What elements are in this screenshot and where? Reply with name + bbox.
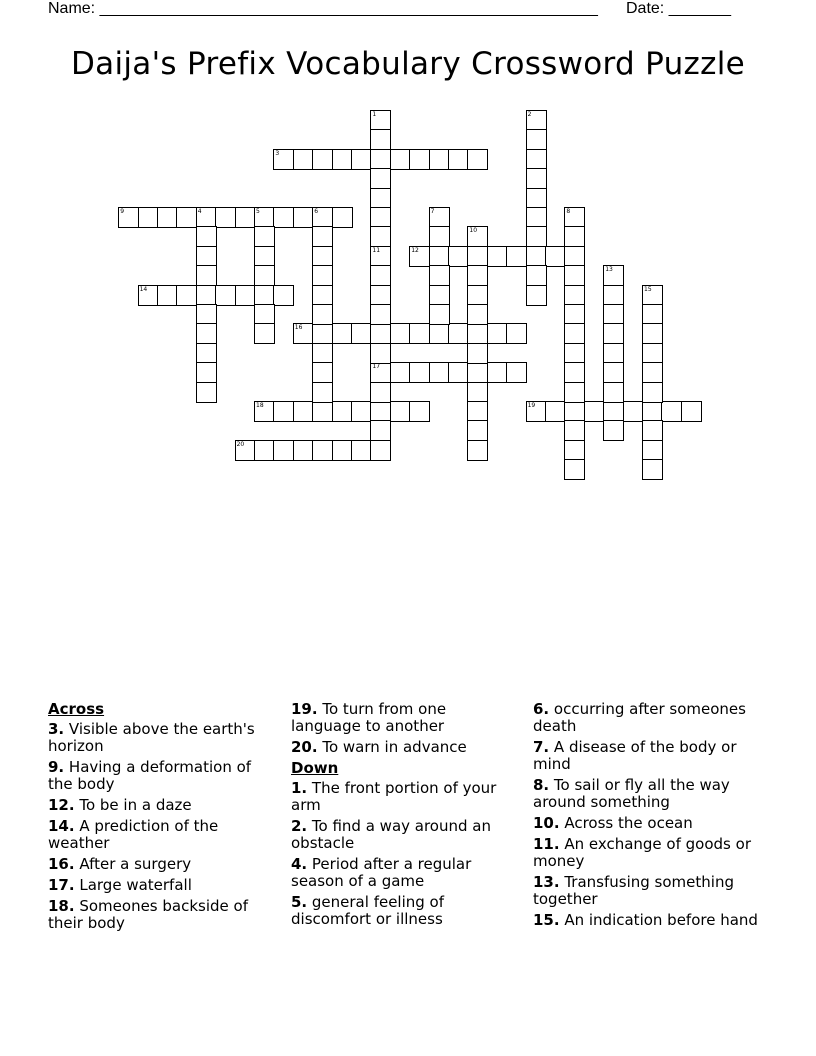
- grid-cell[interactable]: [429, 226, 450, 247]
- clue-text: The front portion of your arm: [291, 779, 497, 814]
- grid-cell[interactable]: [448, 149, 469, 170]
- grid-cell[interactable]: [467, 149, 488, 170]
- grid-cell[interactable]: [642, 401, 663, 422]
- grid-cell[interactable]: [390, 401, 411, 422]
- grid-cell[interactable]: [235, 285, 256, 306]
- grid-cell[interactable]: [429, 362, 450, 383]
- grid-cell[interactable]: [312, 226, 333, 247]
- clue-text: Across the ocean: [559, 814, 693, 832]
- clue-item: [48, 759, 273, 793]
- grid-cell[interactable]: [526, 265, 547, 286]
- grid-cell[interactable]: [370, 304, 391, 325]
- grid-cell[interactable]: [370, 285, 391, 306]
- grid-cell[interactable]: [409, 401, 430, 422]
- grid-cell[interactable]: [312, 323, 333, 344]
- grid-cell[interactable]: [312, 246, 333, 267]
- clue-number: 17.: [48, 876, 75, 894]
- grid-cell[interactable]: [467, 362, 488, 383]
- clue-text: occurring after someones death: [533, 700, 746, 735]
- grid-cell[interactable]: [254, 226, 275, 247]
- grid-cell[interactable]: [603, 420, 624, 441]
- grid-cell[interactable]: [332, 440, 353, 461]
- grid-cell[interactable]: [526, 226, 547, 247]
- grid-cell[interactable]: [390, 149, 411, 170]
- name-field[interactable]: Name: ________________________________________________________: [48, 0, 598, 17]
- clue-item: [533, 739, 758, 773]
- clue-number: 9.: [48, 758, 65, 776]
- grid-cell[interactable]: [526, 149, 547, 170]
- grid-cell[interactable]: [254, 285, 275, 306]
- grid-cell[interactable]: [429, 246, 450, 267]
- grid-cell[interactable]: [681, 401, 702, 422]
- grid-cell[interactable]: [564, 343, 585, 364]
- clue-number: 12: [411, 246, 419, 254]
- grid-cell[interactable]: [467, 285, 488, 306]
- grid-cell[interactable]: [176, 285, 197, 306]
- grid-cell[interactable]: [642, 440, 663, 461]
- clue-number: 7: [430, 208, 435, 215]
- clue-item: [48, 818, 273, 852]
- clue-number: 6: [314, 208, 319, 215]
- across-heading: Across: [48, 700, 105, 718]
- grid-cell[interactable]: [138, 207, 159, 228]
- clue-number: 4.: [291, 855, 308, 873]
- clue-text: A disease of the body or mind: [533, 738, 737, 773]
- clue-text: general feeling of discomfort or illness: [291, 893, 445, 928]
- grid-cell[interactable]: [526, 129, 547, 150]
- grid-cell[interactable]: [312, 285, 333, 306]
- grid-cell[interactable]: [487, 246, 508, 267]
- grid-cell[interactable]: [312, 401, 333, 422]
- grid-cell[interactable]: [429, 265, 450, 286]
- grid-cell[interactable]: [467, 420, 488, 441]
- grid-cell[interactable]: [467, 382, 488, 403]
- grid-cell[interactable]: [526, 246, 547, 267]
- grid-cell[interactable]: [487, 362, 508, 383]
- down-heading: Down: [291, 759, 339, 777]
- clue-item: [291, 739, 516, 756]
- clue-text: An exchange of goods or money: [533, 835, 751, 870]
- grid-cell[interactable]: [254, 304, 275, 325]
- grid-cell[interactable]: [254, 265, 275, 286]
- grid-cell[interactable]: [564, 382, 585, 403]
- grid-cell[interactable]: [467, 401, 488, 422]
- grid-cell[interactable]: [293, 207, 314, 228]
- grid-cell[interactable]: [254, 246, 275, 267]
- grid-cell[interactable]: [196, 285, 217, 306]
- grid-cell[interactable]: [526, 207, 547, 228]
- grid-cell[interactable]: [196, 323, 217, 344]
- grid-cell[interactable]: [487, 323, 508, 344]
- grid-cell[interactable]: [603, 401, 624, 422]
- grid-cell[interactable]: [564, 226, 585, 247]
- clue-number: 11: [372, 246, 381, 254]
- clue-text: Large waterfall: [74, 876, 192, 894]
- clue-text: Someones backside of their body: [48, 897, 248, 932]
- grid-cell[interactable]: [642, 382, 663, 403]
- grid-cell[interactable]: [564, 265, 585, 286]
- grid-cell[interactable]: [642, 323, 663, 344]
- clue-text: Visible above the earth's horizon: [48, 720, 255, 755]
- clue-number: 2.: [291, 817, 308, 835]
- grid-cell[interactable]: [312, 382, 333, 403]
- clue-number: 13: [605, 266, 613, 274]
- clue-text: Period after a regular season of a game: [291, 855, 472, 890]
- grid-cell[interactable]: [429, 285, 450, 306]
- grid-cell[interactable]: [623, 401, 644, 422]
- clue-number: 6.: [533, 700, 550, 718]
- grid-cell[interactable]: [215, 207, 236, 228]
- clue-item: [48, 856, 273, 873]
- clue-number: 8: [566, 208, 571, 215]
- clue-number: 5: [256, 208, 260, 215]
- grid-cell[interactable]: [564, 246, 585, 267]
- clue-item: [48, 797, 273, 814]
- grid-cell[interactable]: [429, 304, 450, 325]
- grid-cell[interactable]: [370, 129, 391, 150]
- clue-text: Having a deformation of the body: [48, 758, 252, 793]
- clues-column-1: [48, 701, 273, 936]
- grid-cell[interactable]: [370, 420, 391, 441]
- grid-cell[interactable]: [370, 440, 391, 461]
- grid-cell[interactable]: [526, 188, 547, 209]
- grid-cell[interactable]: [312, 304, 333, 325]
- grid-cell[interactable]: [409, 362, 430, 383]
- clue-number: 10: [469, 227, 478, 235]
- clue-text: To turn from one language to another: [291, 700, 447, 735]
- grid-cell[interactable]: [196, 343, 217, 364]
- grid-cell[interactable]: [564, 401, 585, 422]
- grid-cell[interactable]: [603, 323, 624, 344]
- grid-cell[interactable]: [351, 149, 372, 170]
- grid-cell[interactable]: [564, 440, 585, 461]
- grid-cell[interactable]: [564, 285, 585, 306]
- grid-cell[interactable]: [545, 401, 566, 422]
- grid-cell[interactable]: [603, 382, 624, 403]
- grid-cell[interactable]: [293, 440, 314, 461]
- grid-cell[interactable]: [196, 246, 217, 267]
- grid-cell[interactable]: [273, 440, 294, 461]
- clue-text: A prediction of the weather: [48, 817, 219, 852]
- grid-cell[interactable]: [506, 323, 527, 344]
- grid-cell[interactable]: [642, 420, 663, 441]
- grid-cell[interactable]: [196, 362, 217, 383]
- page-title: Daija's Prefix Vocabulary Crossword Puzzle: [71, 46, 745, 82]
- grid-cell[interactable]: [312, 265, 333, 286]
- clue-number: 1.: [291, 779, 308, 797]
- grid-cell[interactable]: [603, 343, 624, 364]
- clue-number: 3.: [48, 720, 65, 738]
- grid-cell[interactable]: [564, 459, 585, 480]
- grid-cell[interactable]: [526, 168, 547, 189]
- clue-number: 15: [644, 285, 652, 293]
- clue-item: [48, 721, 273, 755]
- clue-item: [291, 701, 516, 735]
- grid-cell[interactable]: [370, 401, 391, 422]
- clue-item: [291, 856, 516, 890]
- clue-text: To warn in advance: [317, 738, 467, 756]
- grid-cell[interactable]: [332, 207, 353, 228]
- clue-number: 1: [372, 111, 377, 118]
- grid-cell[interactable]: [215, 285, 236, 306]
- grid-cell[interactable]: [467, 304, 488, 325]
- grid-cell[interactable]: [196, 226, 217, 247]
- grid-cell[interactable]: [312, 343, 333, 364]
- grid-cell[interactable]: [370, 343, 391, 364]
- grid-cell[interactable]: [526, 285, 547, 306]
- grid-cell[interactable]: [429, 149, 450, 170]
- grid-cell[interactable]: [312, 362, 333, 383]
- clue-number: 19: [527, 402, 536, 409]
- clue-number: 8.: [533, 776, 550, 794]
- grid-cell[interactable]: [642, 343, 663, 364]
- clue-number: 19.: [291, 700, 318, 718]
- grid-cell[interactable]: [351, 440, 372, 461]
- grid-cell[interactable]: [603, 362, 624, 383]
- grid-cell[interactable]: [448, 246, 469, 267]
- grid-cell[interactable]: [370, 382, 391, 403]
- grid-cell[interactable]: [506, 362, 527, 383]
- grid-cell[interactable]: [661, 401, 682, 422]
- grid-cell[interactable]: [370, 207, 391, 228]
- clue-item: [533, 701, 758, 735]
- grid-cell[interactable]: [254, 323, 275, 344]
- grid-cell[interactable]: [370, 188, 391, 209]
- clue-text: To be in a daze: [74, 796, 192, 814]
- grid-cell[interactable]: [235, 207, 256, 228]
- grid-cell[interactable]: [467, 323, 488, 344]
- grid-cell[interactable]: [467, 246, 488, 267]
- clue-item: [291, 818, 516, 852]
- grid-cell[interactable]: [370, 226, 391, 247]
- grid-cell[interactable]: [467, 265, 488, 286]
- grid-cell[interactable]: [293, 149, 314, 170]
- clue-text: After a surgery: [74, 855, 192, 873]
- grid-cell[interactable]: [157, 207, 178, 228]
- clue-number: 18: [256, 402, 264, 409]
- clue-item: [533, 874, 758, 908]
- grid-cell[interactable]: [409, 149, 430, 170]
- clue-item: [48, 898, 273, 932]
- grid-cell[interactable]: [370, 149, 391, 170]
- grid-cell[interactable]: [564, 323, 585, 344]
- grid-cell[interactable]: [506, 246, 527, 267]
- clue-item: [291, 894, 516, 928]
- grid-cell[interactable]: [564, 304, 585, 325]
- grid-cell[interactable]: [642, 459, 663, 480]
- grid-cell[interactable]: [448, 362, 469, 383]
- grid-cell[interactable]: [273, 401, 294, 422]
- clue-number: 15.: [533, 911, 560, 929]
- grid-cell[interactable]: [448, 323, 469, 344]
- grid-cell[interactable]: [157, 285, 178, 306]
- clue-number: 18.: [48, 897, 75, 915]
- clue-number: 5.: [291, 893, 308, 911]
- clues-column-2: [291, 701, 516, 932]
- grid-cell[interactable]: [332, 149, 353, 170]
- grid-cell[interactable]: [370, 168, 391, 189]
- clue-number: 20: [236, 440, 245, 448]
- clue-number: 2: [527, 111, 532, 118]
- clue-number: 9: [120, 208, 125, 215]
- grid-cell[interactable]: [642, 362, 663, 383]
- grid-cell[interactable]: [273, 285, 294, 306]
- grid-cell[interactable]: [584, 401, 605, 422]
- grid-cell[interactable]: [603, 285, 624, 306]
- grid-cell[interactable]: [254, 440, 275, 461]
- grid-cell[interactable]: [293, 401, 314, 422]
- grid-cell[interactable]: [564, 362, 585, 383]
- clue-text: An indication before hand: [559, 911, 758, 929]
- grid-cell[interactable]: [196, 265, 217, 286]
- clue-item: [533, 836, 758, 870]
- grid-cell[interactable]: [467, 343, 488, 364]
- date-field[interactable]: Date: _______: [626, 0, 731, 17]
- grid-cell[interactable]: [370, 265, 391, 286]
- grid-cell[interactable]: [467, 440, 488, 461]
- clue-number: 4: [197, 208, 202, 215]
- clue-text: Transfusing something together: [533, 873, 734, 908]
- clue-number: 20.: [291, 738, 318, 756]
- grid-cell[interactable]: [545, 246, 566, 267]
- grid-cell[interactable]: [176, 207, 197, 228]
- grid-cell[interactable]: [603, 304, 624, 325]
- grid-cell[interactable]: [390, 362, 411, 383]
- grid-cell[interactable]: [642, 304, 663, 325]
- clue-item: [291, 780, 516, 814]
- clue-item: [533, 777, 758, 811]
- grid-cell[interactable]: [390, 323, 411, 344]
- grid-cell[interactable]: [312, 440, 333, 461]
- grid-cell[interactable]: [351, 401, 372, 422]
- grid-cell[interactable]: [351, 323, 372, 344]
- clues-column-3: [533, 701, 758, 933]
- clue-number: 11.: [533, 835, 560, 853]
- clue-number: 17: [372, 363, 381, 371]
- clue-number: 7.: [533, 738, 550, 756]
- clue-number: 12.: [48, 796, 75, 814]
- clue-item: [48, 877, 273, 894]
- grid-cell[interactable]: [273, 207, 294, 228]
- clue-number: 14: [139, 285, 148, 293]
- grid-cell[interactable]: [332, 401, 353, 422]
- grid-cell[interactable]: [409, 323, 430, 344]
- clue-text: To find a way around an obstacle: [291, 817, 491, 852]
- clue-text: To sail or fly all the way around something: [533, 776, 730, 811]
- clue-number: 3: [275, 149, 280, 157]
- grid-cell[interactable]: [196, 304, 217, 325]
- clue-number: 14.: [48, 817, 75, 835]
- grid-cell[interactable]: [429, 323, 450, 344]
- clue-number: 10.: [533, 814, 560, 832]
- clue-number: 13.: [533, 873, 560, 891]
- grid-cell[interactable]: [370, 323, 391, 344]
- clue-number: 16: [294, 324, 303, 332]
- clue-number: 16.: [48, 855, 75, 873]
- grid-cell[interactable]: [332, 323, 353, 344]
- clue-item: [533, 815, 758, 832]
- grid-cell[interactable]: [196, 382, 217, 403]
- clue-item: [533, 912, 758, 929]
- grid-cell[interactable]: [312, 149, 333, 170]
- grid-cell[interactable]: [564, 420, 585, 441]
